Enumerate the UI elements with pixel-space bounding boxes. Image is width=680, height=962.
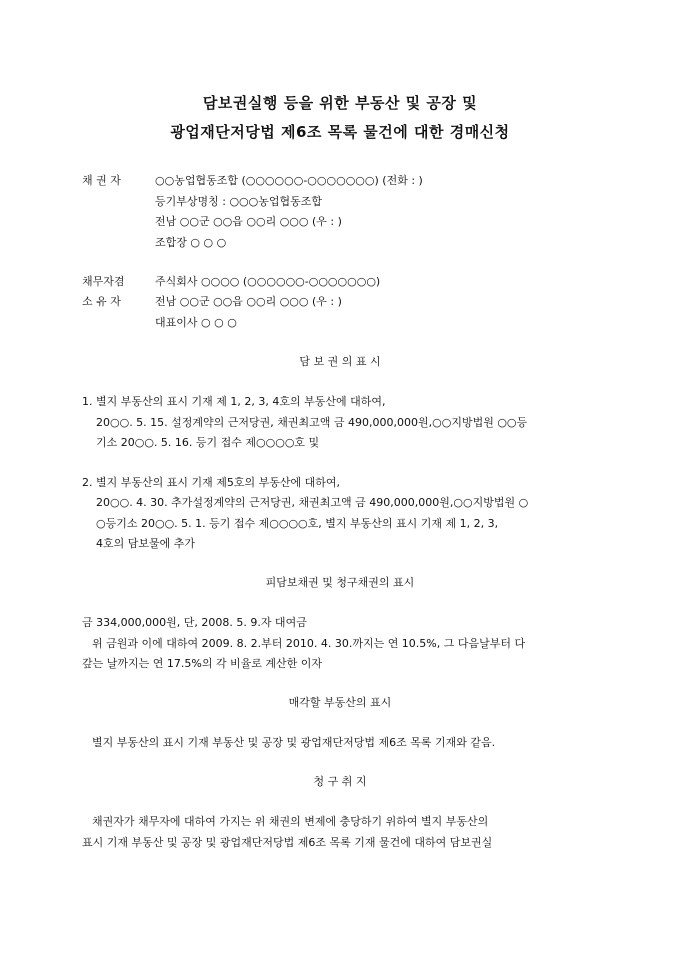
collateral-item2-line3: ○등기소 20○○. 5. 1. 등기 접수 제○○○○호, 별지 부동산의 표시 기재 제 1, 2, 3, — [96, 517, 499, 530]
collateral-item2-line1: 2. 별지 부동산의 표시 기재 제5호의 부동산에 대하여, — [82, 476, 340, 489]
debtor-address: 전남 ○○군 ○○읍 ○○리 ○○○ (우 : ) — [155, 295, 342, 308]
purpose-line1: 채권자가 채무자에 대하여 가지는 위 채권의 변제에 충당하기 위하여 별지 부동산의 — [92, 815, 489, 828]
collateral-item1-line3: 기소 20○○. 5. 16. 등기 접수 제○○○○호 및 — [96, 436, 320, 449]
collateral-item1-line1: 1. 별지 부동산의 표시 기재 제 1, 2, 3, 4호의 부동산에 대하여, — [82, 395, 386, 408]
collateral-item2-line2: 20○○. 4. 30. 추가설정계약의 근저당권, 채권최고액 금 490,000,000원,○○지방법원 ○ — [96, 496, 529, 509]
claim-line2: 위 금원과 이에 대하여 2009. 8. 2.부터 2010. 4. 30.까지는 연 10.5%, 그 다음날부터 다 — [92, 637, 526, 650]
debtor-name: 주식회사 ○○○○ (○○○○○○-○○○○○○○) — [155, 275, 381, 288]
debtor-label: 채무자겸 — [82, 275, 125, 288]
claim-line1: 금 334,000,000원, 단, 2008. 5. 9.자 대여금 — [82, 616, 307, 629]
purpose-line2: 표시 기재 부동산 및 공장 및 광업재단저당법 제6조 목록 기재 물건에 대하여 담보권실 — [82, 836, 493, 849]
property-heading: 매각할 부동산의 표시 — [288, 696, 392, 709]
creditor-representative: 조합장 ○ ○ ○ — [155, 236, 227, 249]
claim-line3: 갚는 날까지는 연 17.5%의 각 비율로 계산한 이자 — [82, 657, 323, 670]
owner-label: 소 유 자 — [82, 295, 121, 308]
debtor-representative: 대표이사 ○ ○ ○ — [155, 316, 237, 329]
creditor-label: 채 권 자 — [82, 174, 121, 187]
claim-heading: 피담보채권 및 청구채권의 표시 — [265, 576, 415, 589]
creditor-registry-name: 등기부상명칭 : ○○○농업협동조합 — [155, 195, 323, 208]
property-line1: 별지 부동산의 표시 기재 부동산 및 공장 및 광업재단저당법 제6조 목록 기재와 같음. — [92, 736, 496, 749]
creditor-name: ○○농업협동조합 (○○○○○○-○○○○○○○) (전화 : ) — [155, 174, 423, 187]
document-title-line2: 광업재단저당법 제6조 목록 물건에 대한 경매신청 — [170, 123, 510, 141]
collateral-heading: 담 보 권 의 표 시 — [299, 355, 381, 368]
collateral-item1-line2: 20○○. 5. 15. 설정계약의 근저당권, 채권최고액 금 490,000,000원,○○지방법원 ○○등 — [96, 416, 528, 429]
creditor-address: 전남 ○○군 ○○읍 ○○리 ○○○ (우 : ) — [155, 215, 342, 228]
document-title-line1: 담보권실행 등을 위한 부동산 및 공장 및 — [202, 94, 478, 112]
collateral-item2-line4: 4호의 담보물에 추가 — [96, 537, 195, 550]
purpose-heading: 청 구 취 지 — [313, 775, 367, 788]
